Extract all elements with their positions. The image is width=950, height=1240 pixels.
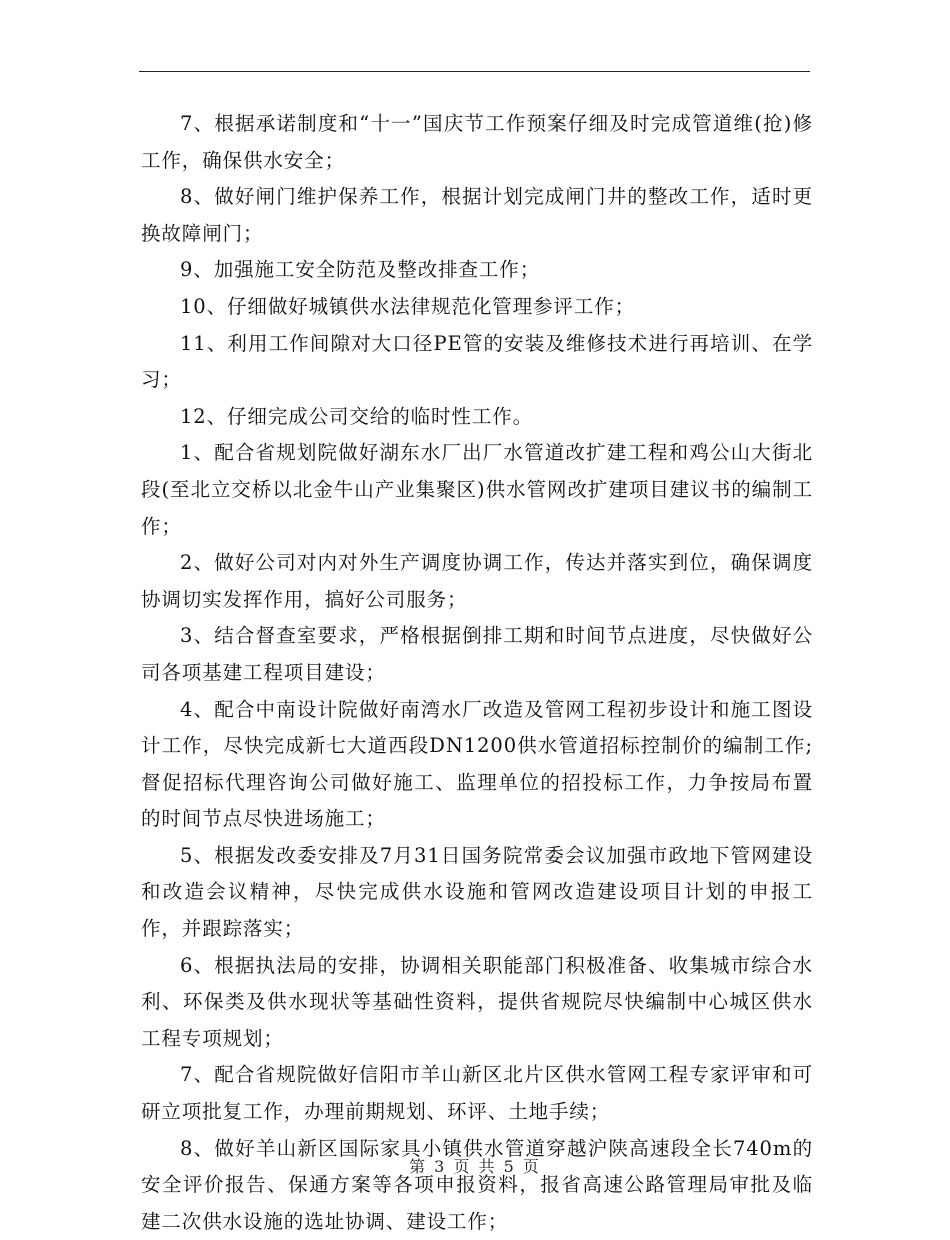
paragraph-plan-5: 5、根据发改委安排及7月31日国务院常委会议加强市政地下管网建设和改造会议精神，尽快完成供水设施和管网改造建设项目计划的申报工作，并跟踪落实；	[141, 843, 813, 941]
header-rule	[139, 71, 810, 72]
page-number: 第 3 页 共 5 页	[409, 1157, 541, 1176]
paragraph-item-8-valves: 8、做好闸门维护保养工作，根据计划完成闸门井的整改工作，适时更换故障闸门；	[141, 185, 813, 245]
paragraph-plan-2: 2、做好公司对内对外生产调度协调工作，传达并落实到位，确保调度协调切实发挥作用，搞好公司服务；	[141, 551, 813, 611]
paragraph-item-10-evaluation: 10、仔细做好城镇供水法律规范化管理参评工作；	[180, 294, 636, 318]
paragraph-item-9-safety: 9、加强施工安全防范及整改排查工作；	[180, 258, 541, 282]
paragraph-plan-6: 6、根据执法局的安排，协调相关职能部门积极准备、收集城市综合水利、环保类及供水现状等基础性资料，提供省规院尽快编制中心城区供水工程专项规划；	[141, 953, 813, 1050]
paragraph-plan-1: 1、配合省规划院做好湖东水厂出厂水管道改扩建工程和鸡公山大街北段(至北立交桥以北金牛山产业集聚区)供水管网改扩建项目建议书的编制工作；	[141, 441, 813, 538]
paragraph-plan-4: 4、配合中南设计院做好南湾水厂改造及管网工程初步设计和施工图设计工作，尽快完成新七大道西段DN1200供水管道招标控制价的编制工作;督促招标代理咨询公司做好施工、监理单位的招投标工作，力争按局布置的时间节点尽快进场施工；	[141, 697, 813, 831]
paragraph-plan-7: 7、配合省规院做好信阳市羊山新区北片区供水管网工程专家评审和可研立项批复工作，办理前期规划、环评、土地手续；	[141, 1063, 813, 1124]
document-body	[141, 106, 813, 1240]
paragraph-item-12-temporary: 12、仔细完成公司交给的临时性工作。	[180, 404, 534, 428]
paragraph-item-11-training: 11、利用工作间隙对大口径PE管的安装及维修技术进行再培训、在学习；	[141, 331, 813, 392]
paragraph-plan-3: 3、结合督查室要求，严格根据倒排工期和时间节点进度，尽快做好公司各项基建工程项目建设；	[141, 624, 813, 684]
paragraph-item-7-repair: 7、根据承诺制度和“十一”国庆节工作预案仔细及时完成管道维(抢)修工作，确保供水安全；	[141, 112, 813, 172]
paragraph-plan-8: 8、做好羊山新区国际家具小镇供水管道穿越沪陕高速段全长740m的安全评价报告、保通方案等各项申报资料，报省高速公路管理局审批及临建二次供水设施的选址协调、建设工作；	[141, 1136, 813, 1233]
